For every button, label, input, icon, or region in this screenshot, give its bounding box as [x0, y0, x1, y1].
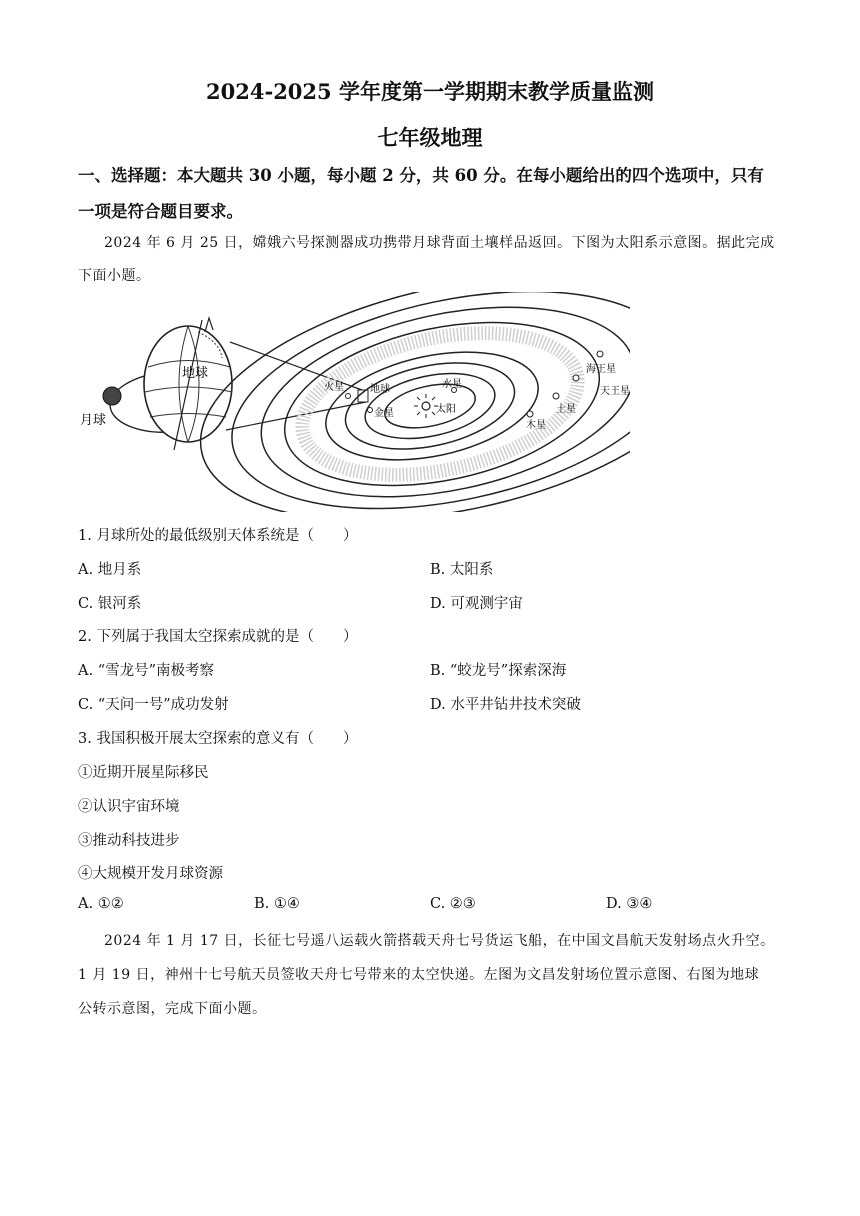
sun-icon: [414, 394, 438, 418]
passage1-line2: 下面小题。: [78, 268, 151, 284]
passage2-line1: 2024 年 1 月 17 日，长征七号遥八运载火箭搭载天舟七号货运飞船，在中国文昌航天发射场点火升空。: [104, 933, 775, 949]
neptune: [597, 351, 603, 357]
moon: [103, 387, 121, 405]
sun-label: 太阳: [436, 404, 456, 415]
page-title: 2024-2025 学年度第一学期期末教学质量监测: [206, 79, 654, 104]
q1-option-d[interactable]: D. 可观测宇宙: [430, 596, 523, 612]
section-heading-line1: 一、选择题：本大题共 30 小题，每小题 2 分，共 60 分。在每小题给出的四个选项中，只有: [78, 166, 764, 185]
q1-option-b[interactable]: B. 太阳系: [430, 562, 494, 578]
jupiter-label: 木星: [526, 420, 546, 431]
q1-option-c[interactable]: C. 银河系: [78, 596, 142, 612]
saturn-label: 土星: [556, 404, 576, 415]
q3-option-a[interactable]: A. ①②: [78, 896, 124, 912]
passage2-line3: 公转示意图，完成下面小题。: [78, 1001, 267, 1017]
q3-statement-3: ③推动科技进步: [78, 833, 180, 849]
q3-option-c[interactable]: C. ②③: [430, 896, 476, 912]
mars-label: 火星: [324, 382, 344, 393]
q3-statement-2: ②认识宇宙环境: [78, 799, 180, 815]
jupiter: [527, 411, 533, 417]
q3-statement-1: ①近期开展星际移民: [78, 765, 209, 781]
earth-globe: [144, 320, 232, 450]
venus-label: 金星: [374, 408, 394, 419]
passage2-line2: 1 月 19 日，神州十七号航天员签收天舟七号带来的太空快递。左图为文昌发射场位置示意图、右图为地球: [78, 967, 760, 983]
moon-label: 月球: [80, 413, 107, 428]
q1-option-a[interactable]: A. 地月系: [78, 562, 142, 578]
uranus: [573, 375, 579, 381]
q1-stem: 1. 月球所处的最低级别天体系统是（ ）: [78, 528, 358, 544]
q3-stem: 3. 我国积极开展太空探索的意义有（ ）: [78, 731, 358, 747]
rotation-arrow-icon: [205, 318, 213, 332]
venus: [368, 408, 373, 413]
q2-option-a[interactable]: A. “雪龙号”南极考察: [78, 663, 215, 679]
page-subtitle: 七年级地理: [377, 125, 483, 150]
earth-label: 地球: [182, 366, 209, 381]
q3-option-d[interactable]: D. ③④: [606, 896, 653, 912]
passage1-line1: 2024 年 6 月 25 日，嫦娥六号探测器成功携带月球背面土壤样品返回。下图为太阳系示意图。据此完成: [104, 235, 775, 251]
mercury-label: 水星: [442, 379, 462, 390]
saturn: [553, 393, 559, 399]
earth-small-label: 地球: [370, 384, 390, 395]
q2-option-b[interactable]: B. “蛟龙号”探索深海: [430, 663, 567, 679]
section-heading-line2: 一项是符合题目要求。: [78, 202, 243, 221]
q2-option-d[interactable]: D. 水平井钻井技术突破: [430, 697, 581, 713]
solar-system-diagram: [70, 292, 630, 512]
q3-option-b[interactable]: B. ①④: [254, 896, 300, 912]
q2-option-c[interactable]: C. “天问一号”成功发射: [78, 697, 229, 713]
mars: [346, 394, 351, 399]
neptune-label: 海王星: [586, 364, 616, 375]
q2-stem: 2. 下列属于我国太空探索成就的是（ ）: [78, 629, 358, 645]
q3-statement-4: ④大规模开发月球资源: [78, 866, 223, 882]
uranus-label: 天王星: [600, 386, 630, 397]
